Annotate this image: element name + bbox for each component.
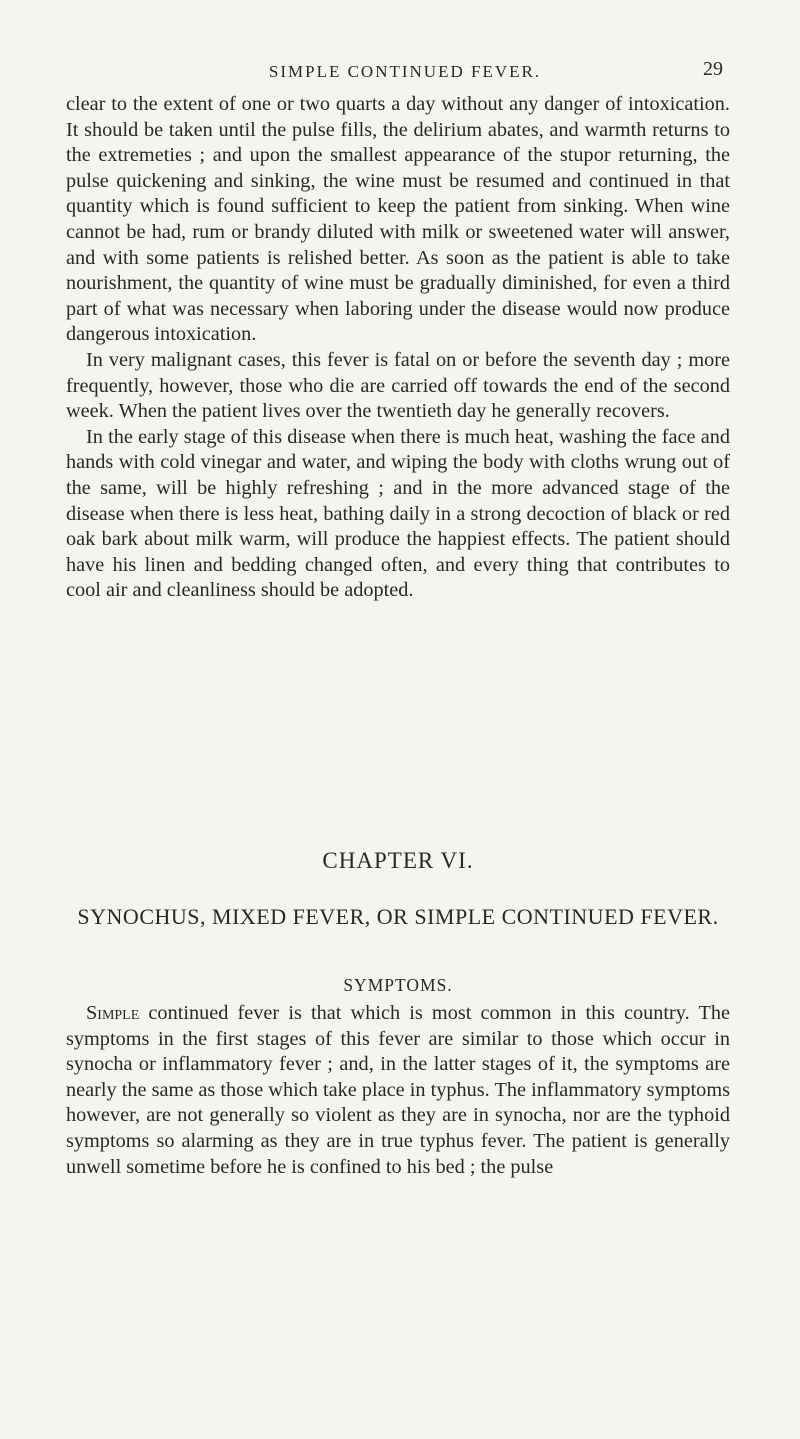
symptoms-text: continued fever is that which is most common in this country. The symptoms in the first stages of this fever are similar to those which occur in synocha or inflammatory fever ; and, in the latter stages of it, the symptoms are nearly the same as those which take place in typhus. The inflammatory symptoms however, are not generally so violent as they are in synocha, nor are the typhoid symptoms so alarming as they are in true typhus fever. The patient is generally unwell sometime before he is confined to his bed ; the pulse <box>66 1002 730 1178</box>
paragraph-fatal-cases: In very malignant cases, this fever is fatal on or before the seventh day ; more frequently, however, those who die are carried off towards the end of the second week. When the patient lives over the twentieth day he generally recovers. <box>66 348 730 423</box>
running-title: SIMPLE CONTINUED FEVER. <box>268 62 542 81</box>
body-text-upper <box>66 92 730 604</box>
body-text-lower <box>66 1001 730 1180</box>
paragraph-continuation: clear to the extent of one or two quarts a day without any danger of intoxication. It should be taken until the pulse fills, the delirium abates, and warmth returns to the extremeties ; and upon the smallest appearance of the stupor returning, the pulse quickening and sinking, the wine must be resumed and continued in that quantity which is found sufficient to keep the patient from sinking. When wine cannot be had, rum or brandy diluted with milk or sweetened water will answer, and with some patients is relished better. As soon as the patient is able to take nourishment, the quantity of wine must be gradually diminished, for even a third part of what was necessary when laboring under the disease would now produce dangerous intoxication. <box>66 93 730 346</box>
chapter-heading: CHAPTER VI. <box>322 848 474 873</box>
paragraph-treatment: In the early stage of this disease when there is much heat, washing the face and hands with cold vinegar and water, and wiping the body with cloths wrung out of the same, will be highly refreshing ; and in the more advanced stage of the disease when there is less heat, bathing daily in a strong decoction of black or red oak bark about milk warm, will produce the happiest effects. The patient should have his linen and bedding changed often, and every thing that contributes to cool air and cleanliness should be adopted. <box>66 425 730 602</box>
page-number: 29 <box>703 58 723 80</box>
paragraph-symptoms <box>66 1001 730 1180</box>
chapter-title: SYNOCHUS, MIXED FEVER, OR SIMPLE CONTINUED FEVER. <box>77 904 719 929</box>
section-subheading: SYMPTOMS. <box>343 975 453 995</box>
lead-word: Simple <box>86 1002 140 1024</box>
